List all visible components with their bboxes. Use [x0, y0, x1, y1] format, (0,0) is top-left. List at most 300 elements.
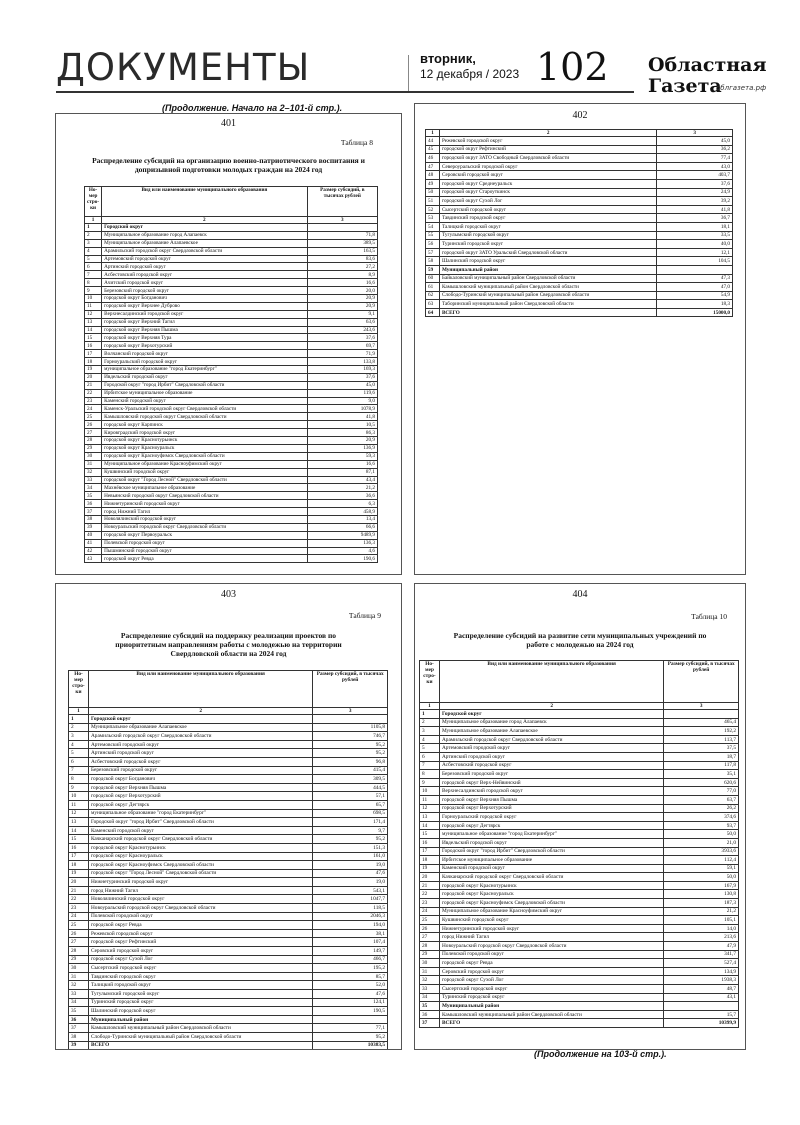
row-number: 37: [69, 1024, 89, 1033]
row-name: Таборинский муниципальный район Свердловской области: [439, 300, 656, 309]
row-number: 22: [420, 890, 440, 899]
row-name: Ивдельский городской округ: [102, 373, 307, 381]
table-row: [420, 873, 739, 882]
table-row: [69, 757, 388, 766]
table-row: [85, 366, 378, 374]
table-row: [69, 800, 388, 809]
row-number: 5: [420, 744, 440, 753]
row-value: 444,5: [313, 783, 388, 792]
row-name: Городской округ: [102, 224, 307, 232]
row-value: 57,1: [313, 792, 388, 801]
row-name: городской округ Верхняя Пышма: [88, 783, 312, 792]
row-value: 746,7: [313, 732, 388, 741]
table-row: [420, 718, 739, 727]
row-value: 16,6: [307, 460, 377, 468]
issue-date: 12 декабря / 2023: [420, 67, 520, 81]
row-number: 14: [420, 821, 440, 830]
row-name: Городской округ "город Ирбит" Свердловской области: [439, 847, 663, 856]
row-number: 2: [420, 718, 440, 727]
row-value: 45,0: [657, 137, 733, 146]
row-name: Слободо-Туринский муниципальный район Свердловской области: [88, 1032, 312, 1041]
table-row: [85, 460, 378, 468]
row-number: 5: [69, 749, 89, 758]
row-number: 9: [69, 783, 89, 792]
row-number: 13: [69, 818, 89, 827]
row-value: 4,6: [307, 547, 377, 555]
table-row: [85, 492, 378, 500]
row-value: 1078,9: [307, 405, 377, 413]
row-number: 2: [69, 723, 89, 732]
subsidy-table: [425, 129, 733, 317]
row-name: городской округ "Город Лесной" Свердловской области: [102, 476, 307, 484]
row-name: Байкаловский муниципальный район Свердловской области: [439, 274, 656, 283]
table-row: [69, 792, 388, 801]
row-name: городской округ Дегтярск: [88, 800, 312, 809]
table-row: [85, 500, 378, 508]
table-row: [69, 938, 388, 947]
row-value: 18,3: [657, 300, 733, 309]
row-number: 3: [85, 239, 102, 247]
table-row: [420, 787, 739, 796]
row-value: 27,2: [307, 263, 377, 271]
row-number: 30: [85, 452, 102, 460]
document-401: [55, 113, 402, 575]
row-number: 1: [420, 710, 440, 719]
table-row: [426, 197, 733, 206]
row-value: 243,6: [307, 326, 377, 334]
row-number: 19: [420, 864, 440, 873]
table-row: [69, 723, 388, 732]
row-value: 35,1: [664, 770, 739, 779]
row-value: 527,4: [664, 959, 739, 968]
row-number: 39: [85, 523, 102, 531]
row-value: 26,2: [664, 804, 739, 813]
row-number: 18: [420, 856, 440, 865]
table-row: [420, 950, 739, 959]
table-row: [420, 821, 739, 830]
row-number: 12: [85, 310, 102, 318]
row-value: [664, 710, 739, 719]
row-value: 83,6: [307, 255, 377, 263]
table-row: [85, 381, 378, 389]
row-number: 23: [69, 904, 89, 913]
row-value: 187,3: [664, 899, 739, 908]
row-value: 37,6: [307, 373, 377, 381]
table-row: [85, 421, 378, 429]
row-name: Каменск-Уральский городской округ Свердловской области: [102, 405, 307, 413]
table-row: [420, 976, 739, 985]
row-value: 41,8: [657, 205, 733, 214]
column-index: 2: [88, 708, 312, 715]
row-name: городской округ Рефтинский: [88, 938, 312, 947]
table-row: [420, 838, 739, 847]
row-name: Шалинский городской округ: [439, 257, 656, 266]
row-name: Ирбитское муниципальное образование: [102, 389, 307, 397]
row-value: 403,7: [657, 171, 733, 180]
row-name: Волчанский городской округ: [102, 350, 307, 358]
column-index: 1: [420, 703, 440, 710]
row-number: 54: [426, 222, 440, 231]
row-value: 59,3: [307, 452, 377, 460]
row-value: 66,6: [307, 523, 377, 531]
row-number: 6: [85, 263, 102, 271]
row-value: 113,7: [664, 735, 739, 744]
row-number: 19: [69, 869, 89, 878]
document-title: Распределение субсидий на поддержку реализации проектов по приоритетным направлениям работы с молодежью на территории Свердловской области на 2024 год: [115, 631, 342, 658]
table-row: [69, 1032, 388, 1041]
table-row: [426, 154, 733, 163]
row-value: 13,4: [307, 515, 377, 523]
row-number: 22: [69, 895, 89, 904]
subsidy-table: [419, 660, 739, 1028]
table-row: [420, 752, 739, 761]
table-row: [420, 916, 739, 925]
row-value: 37,6: [307, 334, 377, 342]
document-403: [55, 583, 402, 1050]
row-name: Туринский городской округ: [439, 240, 656, 249]
row-name: городской округ Верхняя Пышма: [439, 795, 663, 804]
row-name: город Нижний Тагил: [102, 508, 307, 516]
row-number: 11: [420, 795, 440, 804]
row-value: 130,8: [664, 890, 739, 899]
row-name: Артинский городской округ: [439, 752, 663, 761]
row-name: городской округ Среднеуральск: [439, 179, 656, 188]
row-value: 50,0: [664, 830, 739, 839]
row-name: Пышминский городской округ: [102, 547, 307, 555]
row-name: городской округ Ревда: [439, 959, 663, 968]
table-row: [85, 405, 378, 413]
table-row: [69, 749, 388, 758]
row-name: городской округ "Город Лесной" Свердловской области: [88, 869, 312, 878]
row-value: 1105,8: [313, 723, 388, 732]
row-number: 3: [420, 727, 440, 736]
row-name: Муниципальный район: [88, 1015, 312, 1024]
row-name: городской округ Краснотурьинск: [439, 881, 663, 890]
row-number: 23: [420, 899, 440, 908]
table-row: [85, 350, 378, 358]
row-name: Артемовский городской округ: [88, 740, 312, 749]
row-name: Арамильский городской округ Свердловской области: [88, 732, 312, 741]
row-number: 23: [85, 397, 102, 405]
table-row: [420, 959, 739, 968]
table-row: [420, 899, 739, 908]
table-row: [426, 257, 733, 266]
continuation-note-top: (Продолжение. Начало на 2–101-й стр.).: [162, 103, 343, 113]
row-value: 50,0: [664, 873, 739, 882]
column-header-value: Размер субсидий, в тысячах рублей: [307, 187, 377, 217]
table-row: [420, 710, 739, 719]
row-name: городской округ Краснотурьинск: [88, 843, 312, 852]
row-number: 47: [426, 162, 440, 171]
row-name: Асбестовский городской округ: [439, 761, 663, 770]
row-number: 4: [420, 735, 440, 744]
row-number: 29: [85, 444, 102, 452]
row-name: ВСЕГО: [439, 308, 656, 317]
row-name: городской округ Карпинск: [102, 421, 307, 429]
row-name: Березовский городской округ: [439, 770, 663, 779]
row-number: 19: [85, 366, 102, 374]
column-index: 3: [307, 217, 377, 224]
row-name: Новолялинский городской округ: [102, 515, 307, 523]
column-header-value: Размер субсидий, в тысячах рублей: [664, 661, 739, 703]
row-name: город Нижний Тагил: [439, 933, 663, 942]
row-number: 13: [420, 813, 440, 822]
row-number: 9: [420, 778, 440, 787]
row-number: 10: [85, 295, 102, 303]
subsidy-table: [68, 670, 388, 1050]
row-value: 63,6: [307, 318, 377, 326]
row-name: Городской округ "город Ирбит" Свердловской области: [88, 818, 312, 827]
row-value: 15000,0: [657, 308, 733, 317]
row-name: городской округ Староуткинск: [439, 188, 656, 197]
row-name: Березовский городской округ: [102, 287, 307, 295]
table-row: [85, 318, 378, 326]
row-number: 6: [69, 757, 89, 766]
row-name: городской округ Богданович: [102, 295, 307, 303]
row-value: 20,9: [307, 295, 377, 303]
row-value: 136,9: [307, 444, 377, 452]
row-number: 7: [420, 761, 440, 770]
row-name: Нижнетуринский городской округ: [102, 500, 307, 508]
table-row: [420, 856, 739, 865]
row-number: 28: [69, 947, 89, 956]
row-number: 10: [69, 792, 89, 801]
table-row: [85, 389, 378, 397]
row-value: 43,0: [657, 162, 733, 171]
row-number: 8: [420, 770, 440, 779]
row-name: городской округ Верхняя Пышма: [102, 326, 307, 334]
row-number: 48: [426, 171, 440, 180]
table-row: [69, 947, 388, 956]
row-name: Арамильский городской округ Свердловской области: [102, 247, 307, 255]
row-name: Серовский городской округ: [88, 947, 312, 956]
table-row: [69, 1007, 388, 1016]
row-number: 31: [69, 972, 89, 981]
row-value: 167,9: [664, 881, 739, 890]
row-value: 21,2: [664, 907, 739, 916]
table-row: [420, 881, 739, 890]
row-number: 35: [420, 1002, 440, 1011]
row-number: 17: [85, 350, 102, 358]
row-name: городской округ Ревда: [102, 555, 307, 563]
row-number: 57: [426, 248, 440, 257]
row-number: 30: [69, 964, 89, 973]
row-value: 95,2: [313, 749, 388, 758]
row-name: Муниципальное образование Алапаевское: [88, 723, 312, 732]
row-name: Сысертский городской округ: [439, 205, 656, 214]
row-name: Невьянский городской округ Свердловской области: [102, 492, 307, 500]
row-number: 32: [420, 976, 440, 985]
row-value: 458,9: [307, 508, 377, 516]
row-value: 543,1: [313, 886, 388, 895]
row-number: 12: [420, 804, 440, 813]
row-number: 12: [69, 809, 89, 818]
table-row: [420, 727, 739, 736]
row-value: 105,1: [664, 916, 739, 925]
table-row: [420, 993, 739, 1002]
row-number: 37: [85, 508, 102, 516]
row-value: 151,3: [313, 843, 388, 852]
table-row: [85, 302, 378, 310]
row-name: муниципальное образование "город Екатеринбург": [439, 830, 663, 839]
row-value: 43,4: [307, 476, 377, 484]
table-row: [420, 890, 739, 899]
row-number: 14: [85, 326, 102, 334]
row-number: 51: [426, 197, 440, 206]
row-name: городской округ Ревда: [88, 921, 312, 930]
table-row: [69, 809, 388, 818]
row-value: 309,5: [313, 775, 388, 784]
row-number: 16: [420, 838, 440, 847]
row-value: 149,7: [313, 947, 388, 956]
row-value: 190,6: [307, 555, 377, 563]
row-number: 1: [85, 224, 102, 232]
row-name: Махнёвское муниципальное образование: [102, 484, 307, 492]
row-number: 44: [426, 137, 440, 146]
row-name: Североуральский городской округ: [439, 162, 656, 171]
row-name: муниципальное образование "город Екатеринбург": [88, 809, 312, 818]
row-number: 60: [426, 274, 440, 283]
table-row: [85, 444, 378, 452]
table-row: [85, 224, 378, 232]
row-value: [657, 265, 733, 274]
row-value: 71,8: [307, 231, 377, 239]
row-name: Артинский городской округ: [102, 263, 307, 271]
row-value: 2046,3: [313, 912, 388, 921]
row-value: 47,6: [313, 869, 388, 878]
row-value: 107,4: [313, 938, 388, 947]
row-name: Полевской городской округ: [88, 912, 312, 921]
table-row: [69, 775, 388, 784]
row-name: Муниципальное образование Красноуфимский округ: [102, 460, 307, 468]
row-number: 26: [85, 421, 102, 429]
table-label: Таблица 10: [691, 612, 727, 621]
row-number: 25: [85, 413, 102, 421]
row-number: 17: [69, 852, 89, 861]
row-number: 11: [85, 302, 102, 310]
row-name: Муниципальное образование Красноуфимский округ: [439, 907, 663, 916]
row-value: 195,2: [313, 964, 388, 973]
table-row: [69, 964, 388, 973]
column-index: 3: [657, 130, 733, 137]
column-header-number: Но-мер стро-ки: [69, 671, 89, 708]
row-name: городской округ Дегтярск: [439, 821, 663, 830]
table-row: [420, 804, 739, 813]
table-row: [420, 942, 739, 951]
row-name: Тугулымский городской округ: [88, 990, 312, 999]
column-header-value: Размер субсидий, в тысячах рублей: [313, 671, 388, 708]
table-row: [426, 265, 733, 274]
row-value: 93,7: [664, 821, 739, 830]
row-name: городской округ Сухой Лог: [439, 197, 656, 206]
row-name: Верхнесалдинский городской округ: [439, 787, 663, 796]
row-value: 96,8: [313, 757, 388, 766]
row-number: 61: [426, 283, 440, 292]
row-number: 21: [69, 886, 89, 895]
table-row: [69, 904, 388, 913]
row-name: городской округ Рефтинский: [439, 145, 656, 154]
row-name: городской округ Красноуфимск Свердловской области: [88, 861, 312, 870]
row-name: Артемовский городской округ: [102, 255, 307, 263]
row-name: Муниципальный район: [439, 265, 656, 274]
row-value: 119,6: [307, 389, 377, 397]
row-number: 27: [420, 933, 440, 942]
row-name: Артинский городской округ: [88, 749, 312, 758]
row-name: городской округ Верхотурский: [439, 804, 663, 813]
row-name: Кировградский городской округ: [102, 429, 307, 437]
row-number: 40: [85, 531, 102, 539]
row-name: городской округ Красноуральск: [88, 852, 312, 861]
row-value: [313, 715, 388, 724]
row-name: Березовский городской округ: [88, 766, 312, 775]
row-number: 28: [85, 437, 102, 445]
document-title: Распределение субсидий на развитие сети муниципальных учреждений по работе с молодежью на 2024 год: [453, 631, 707, 649]
row-value: 43,1: [664, 993, 739, 1002]
table-row: [420, 847, 739, 856]
row-name: Кушвинский городской округ: [439, 916, 663, 925]
table-row: [69, 843, 388, 852]
row-number: 17: [420, 847, 440, 856]
table-row: [69, 869, 388, 878]
row-number: 8: [85, 279, 102, 287]
row-value: 134,9: [664, 967, 739, 976]
row-number: 24: [69, 912, 89, 921]
row-number: 32: [85, 468, 102, 476]
row-number: 33: [69, 990, 89, 999]
row-number: 36: [69, 1015, 89, 1024]
row-number: 20: [69, 878, 89, 887]
table-row: [85, 555, 378, 563]
row-value: 161,0: [313, 852, 388, 861]
row-value: 77,1: [313, 1024, 388, 1033]
row-value: 37,5: [664, 744, 739, 753]
row-value: 163,5: [307, 247, 377, 255]
row-number: 33: [85, 476, 102, 484]
row-number: 8: [69, 775, 89, 784]
row-value: 10,5: [307, 421, 377, 429]
row-value: 71,9: [307, 350, 377, 358]
row-value: 63,7: [664, 795, 739, 804]
row-value: 45,0: [307, 381, 377, 389]
row-number: 37: [420, 1019, 440, 1028]
row-number: 34: [85, 484, 102, 492]
table-row: [85, 531, 378, 539]
table-row: [85, 452, 378, 460]
table-row: [85, 271, 378, 279]
table-row: [69, 835, 388, 844]
table-row: [69, 1024, 388, 1033]
row-name: городской округ Красноуфимск Свердловской области: [439, 899, 663, 908]
table-row: [85, 397, 378, 405]
table-row: [69, 861, 388, 870]
row-number: 5: [85, 255, 102, 263]
row-number: 58: [426, 257, 440, 266]
row-number: 34: [420, 993, 440, 1002]
section-title: ДОКУМЕНТЫ: [56, 46, 311, 89]
row-value: 20,9: [307, 437, 377, 445]
row-name: Серовский городской округ: [439, 967, 663, 976]
row-name: городской округ Верхний Тагил: [102, 318, 307, 326]
row-value: 24,9: [657, 188, 733, 197]
row-value: 65,7: [313, 800, 388, 809]
table-row: [85, 476, 378, 484]
row-name: Верхнесалдинский городской округ: [102, 310, 307, 318]
row-name: Арамильский городской округ Свердловской области: [439, 735, 663, 744]
row-number: 41: [85, 539, 102, 547]
column-header-number: Но-мер стро-ки: [420, 661, 440, 703]
row-number: 35: [69, 1007, 89, 1016]
row-number: 7: [85, 271, 102, 279]
